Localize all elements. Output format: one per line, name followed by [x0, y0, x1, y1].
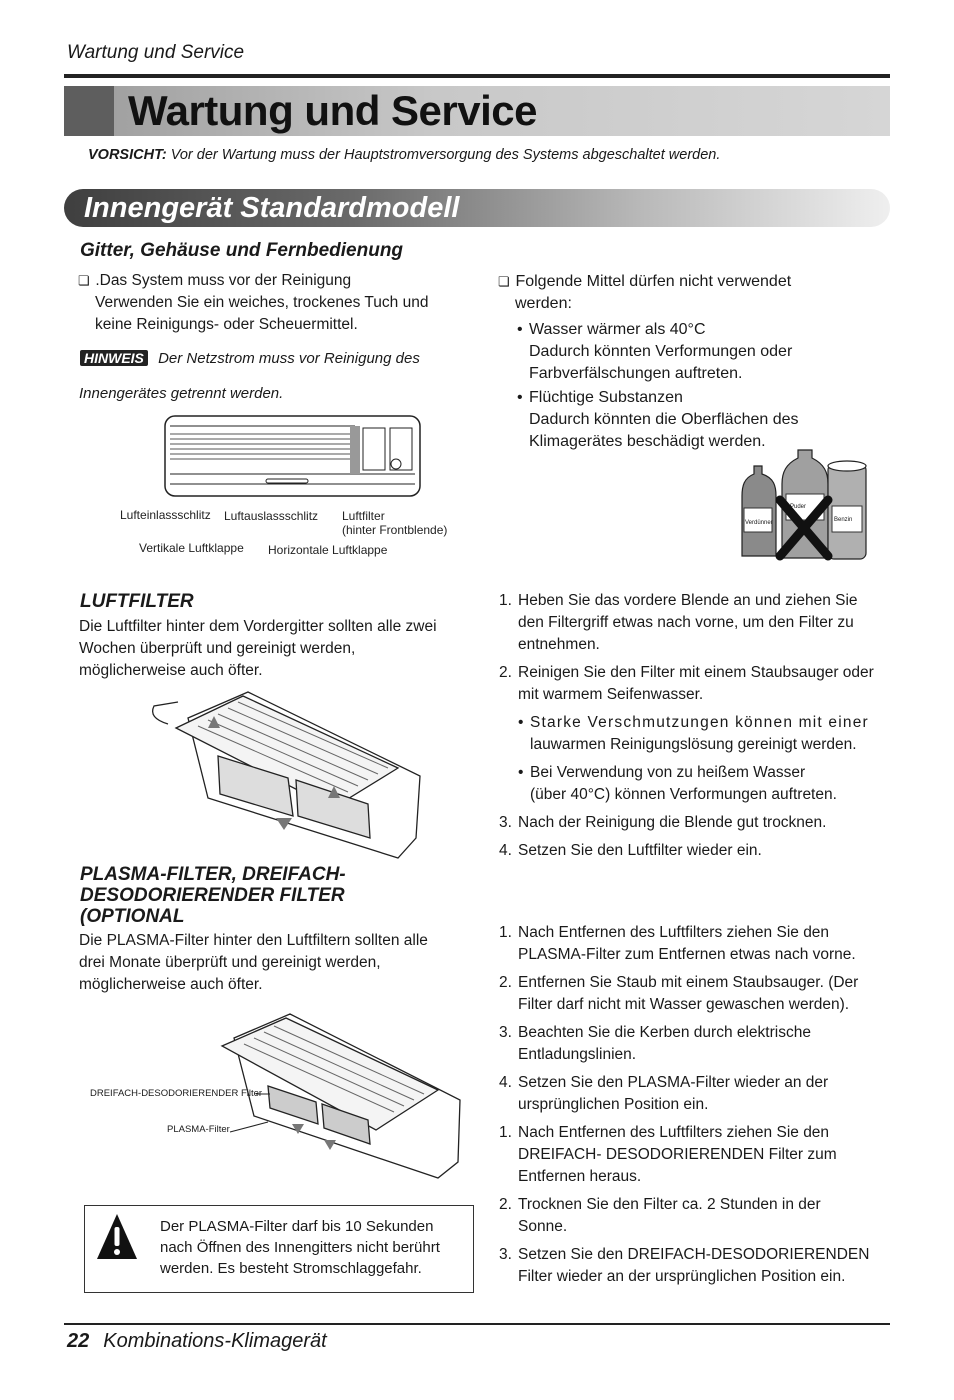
plasma-heading-l2: DESODORIERENDER FILTER	[80, 885, 345, 906]
step-2-b1-l2: lauwarmen Reinigungslösung gereinigt werden.	[530, 736, 857, 753]
deodor-step-2	[499, 1194, 889, 1238]
step-number: 3.	[499, 1246, 512, 1263]
top-rule	[64, 74, 890, 78]
bullet-volatile	[498, 387, 878, 453]
step-number: 3.	[499, 814, 512, 831]
label-horizontal-flap: Horizontale Luftklappe	[268, 543, 388, 557]
step-2-l1: Reinigen Sie den Filter mit einem Staubsauger oder	[518, 664, 874, 681]
label-outlet: Luftauslassschlitz	[224, 509, 319, 523]
warning-l1: Der PLASMA-Filter darf bis 10 Sekunden	[160, 1218, 434, 1235]
bullet-hot-water	[498, 319, 878, 385]
warning-l2: nach Öffnen des Innengitters nicht berührt	[160, 1239, 440, 1256]
luftfilter-step-1	[499, 590, 889, 656]
plasma-p1: Die PLASMA-Filter hinter den Luftfiltern sollten alle	[79, 932, 428, 949]
step-2-bullet-2	[518, 762, 889, 806]
label-triple-filter: DREIFACH-DESODORIERENDER Filter	[90, 1088, 263, 1099]
running-title: Wartung und Service	[67, 42, 245, 63]
hinweis-note	[80, 350, 420, 367]
grille-line-2: Verwenden Sie ein weiches, trockenes Tuch und	[95, 294, 429, 311]
step-number: 1.	[499, 924, 512, 941]
plasma-desc	[79, 930, 479, 996]
step-number: 1.	[499, 592, 512, 609]
plasma-heading-l1: PLASMA-FILTER, DREIFACH-	[80, 864, 346, 885]
grille-line-1: .Das System muss vor der Reinigung	[95, 272, 352, 289]
warning-icon	[95, 1212, 139, 1262]
plasma-p2: drei Monate überprüft und gereinigt werden,	[79, 954, 381, 971]
step-2-b2-l2: (über 40°C) können Verformungen auftreten.	[530, 786, 837, 803]
step-2-bullet-1	[518, 712, 889, 756]
hinweis-line-1: Der Netzstrom muss vor Reinigung des	[158, 350, 420, 367]
luftfilter-p3: möglicherweise auch öfter.	[79, 662, 263, 679]
step-number: 4.	[499, 1074, 512, 1091]
plasma-a4-l1: Setzen Sie den PLASMA-Filter wieder an der	[518, 1074, 829, 1091]
step-number: 4.	[499, 842, 512, 859]
step-number: 2.	[499, 664, 512, 681]
plasma-a1-l2: PLASMA-Filter zum Entfernen etwas nach vorne.	[518, 946, 856, 963]
plasma-b1-l1: Nach Entfernen des Luftfilters ziehen Sie den	[518, 1124, 830, 1141]
plasma-b3-l2: Filter wieder an der ursprünglichen Position ein.	[518, 1268, 846, 1285]
luftfilter-p2: Wochen überprüft und gereinigt werden,	[79, 640, 356, 657]
indoor-unit-diagram	[160, 412, 425, 502]
plasma-a3-l2: Entladungslinien.	[518, 1046, 637, 1063]
hinweis-badge: HINWEIS	[80, 350, 148, 366]
luftfilter-step-4	[499, 840, 889, 862]
bottom-rule	[64, 1323, 890, 1325]
plasma-heading	[80, 864, 346, 927]
label-filter	[342, 509, 447, 537]
deodor-step-1	[499, 1122, 889, 1188]
step-number: 2.	[499, 1196, 512, 1213]
luftfilter-steps	[499, 590, 889, 862]
label-filter-note: (hinter Frontblende)	[342, 523, 448, 537]
step-4-text: Setzen Sie den Luftfilter wieder ein.	[518, 842, 762, 859]
plasma-b3-l1: Setzen Sie den DREIFACH-DESODORIERENDEN	[518, 1246, 870, 1263]
plasma-heading-l3: (OPTIONAL	[80, 906, 185, 927]
bullet-hot-water-l2: Dadurch könnten Verformungen oder	[529, 343, 793, 360]
plasma-a3-l1: Beachten Sie die Kerben durch elektrische	[518, 1024, 811, 1041]
label-inlet: Lufteinlassschlitz	[120, 508, 211, 522]
bullet-volatile-l3: Klimagerätes beschädigt werden.	[529, 433, 766, 450]
deodor-step-3	[499, 1244, 889, 1288]
plasma-a4-l2: ursprünglichen Position ein.	[518, 1096, 709, 1113]
bullet-volatile-l2: Dadurch könnten die Oberflächen des	[529, 411, 799, 428]
bottle-label-1: Verdünner	[745, 520, 773, 526]
step-1-l2: den Filtergriff etwas nach vorne, um den Filter zu	[518, 614, 854, 631]
luftfilter-p1: Die Luftfilter hinter dem Vordergitter sollten alle zwei	[79, 618, 437, 635]
plasma-steps	[499, 922, 889, 1288]
not-allowed-intro-1: Folgende Mittel dürfen nicht verwendet	[515, 273, 792, 290]
warning-text	[160, 1216, 440, 1279]
plasma-step-4	[499, 1072, 889, 1116]
step-1-l1: Heben Sie das vordere Blende an und ziehen Sie	[518, 592, 858, 609]
luftfilter-heading: LUFTFILTER	[80, 591, 194, 612]
warning-l3: werden. Es besteht Stromschlaggefahr.	[160, 1260, 422, 1277]
plasma-step-2	[499, 972, 889, 1016]
not-allowed-list	[498, 271, 878, 453]
grille-line-3: keine Reinigungs- oder Scheuermittel.	[95, 316, 358, 333]
plasma-b2-l2: Sonne.	[518, 1218, 568, 1235]
page-title: Wartung und Service	[128, 87, 538, 134]
plasma-p3: möglicherweise auch öfter.	[79, 976, 263, 993]
plasma-b2-l1: Trocknen Sie den Filter ca. 2 Stunden in der	[518, 1196, 821, 1213]
plasma-a2-l1: Entfernen Sie Staub mit einem Staubsauger. (Der	[518, 974, 859, 991]
section-title: Innengerät Standardmodell	[84, 192, 460, 224]
bullet-hot-water-l3: Farbverfälschungen auftreten.	[529, 365, 743, 382]
plasma-a2-l2: Filter darf nicht mit Wasser gewaschen werden).	[518, 996, 850, 1013]
plasma-step-3	[499, 1022, 889, 1066]
grille-heading: Gitter, Gehäuse und Fernbedienung	[80, 240, 404, 261]
title-block	[64, 86, 114, 136]
label-plasma-filter: PLASMA-Filter	[167, 1124, 230, 1135]
page-number: 22	[67, 1330, 90, 1352]
footer-title: Kombinations-Klimagerät	[103, 1330, 327, 1352]
step-number: 3.	[499, 1024, 512, 1041]
step-2-l2: mit warmem Seifenwasser.	[518, 686, 704, 703]
not-allowed-intro-2: werden:	[515, 295, 572, 312]
luftfilter-step-3	[499, 812, 889, 834]
step-2-b2-l1: • Bei Verwendung von zu heißem Wasser	[518, 762, 889, 784]
step-1-l3: entnehmen.	[518, 636, 600, 653]
checkbox-icon: ❏	[498, 274, 510, 289]
grille-text	[78, 270, 478, 336]
bottle-label-3: Benzin	[834, 517, 853, 523]
checkbox-icon: ❏	[78, 273, 90, 288]
footer	[67, 1330, 327, 1353]
step-number: 1.	[499, 1124, 512, 1141]
step-3-text: Nach der Reinigung die Blende gut trocknen.	[518, 814, 827, 831]
caution-text: Vor der Wartung muss der Hauptstromversorgung des Systems abgeschaltet werden.	[170, 147, 721, 163]
luftfilter-desc	[79, 616, 479, 682]
filter-removal-illustration	[148, 688, 423, 860]
step-number: 2.	[499, 974, 512, 991]
hinweis-line-2: Innengerätes getrennt werden.	[79, 385, 284, 402]
caution-note	[88, 147, 720, 163]
bullet-hot-water-title: • Wasser wärmer als 40°C	[517, 319, 878, 341]
luftfilter-step-2	[499, 662, 889, 806]
caution-label: VORSICHT:	[88, 147, 167, 163]
label-filter-name: Luftfilter	[342, 509, 385, 523]
plasma-step-1	[499, 922, 889, 966]
plasma-b1-l2: DREIFACH- DESODORIERENDEN Filter zum	[518, 1146, 837, 1163]
step-2-b1-l1: • Starke Verschmutzungen können mit einer	[518, 712, 889, 734]
bottle-label-2: Puder	[790, 504, 807, 510]
label-vertical-flap: Vertikale Luftklappe	[139, 541, 244, 555]
plasma-b1-l3: Entfernen heraus.	[518, 1168, 642, 1185]
bullet-volatile-title: • Flüchtige Substanzen	[517, 387, 878, 409]
plasma-a1-l1: Nach Entfernen des Luftfilters ziehen Sie den	[518, 924, 830, 941]
